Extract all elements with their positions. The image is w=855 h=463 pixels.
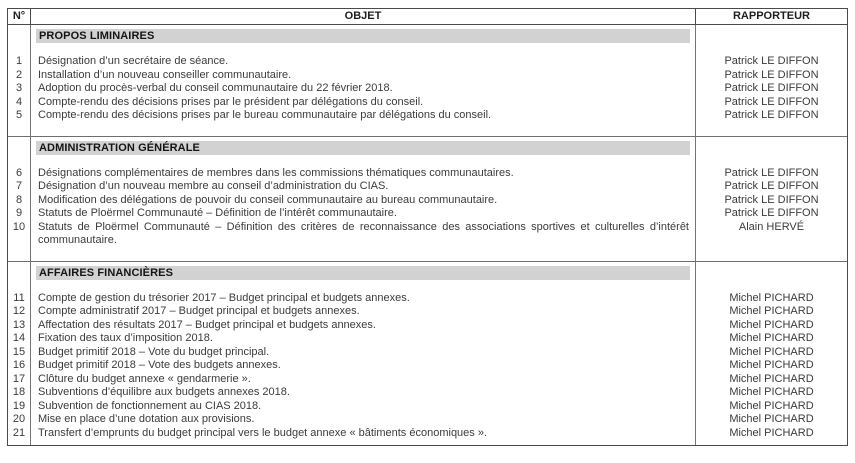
row-number: 19 — [8, 400, 31, 414]
row-objet: Désignation d’un nouveau membre au conseil d’administration du CIAS. — [38, 180, 389, 192]
section-band-gutter-right — [695, 136, 847, 167]
section-band-cell — [31, 261, 695, 292]
section-spacer — [31, 123, 695, 136]
row-number: 9 — [8, 207, 31, 221]
row-objet: Clôture du budget annexe « gendarmerie ». — [38, 372, 251, 385]
row-number: 10 — [8, 221, 31, 248]
section-title: PROPOS LIMINAIRES — [36, 29, 690, 43]
section-spacer — [695, 123, 847, 136]
section-band-gutter-right — [695, 261, 847, 292]
row-rapporteur: Michel PICHARD — [695, 400, 847, 414]
section-spacer — [695, 248, 847, 261]
row-number: 18 — [8, 386, 31, 400]
row-objet: Compte-rendu des décisions prises par le bureau communautaire par délégations du conseil. — [38, 109, 492, 121]
column-header-objet: OBJET — [31, 9, 695, 25]
section-spacer — [31, 248, 695, 261]
row-rapporteur: Michel PICHARD — [695, 373, 847, 387]
row-number: 6 — [8, 167, 31, 181]
row-number: 7 — [8, 180, 31, 194]
row-objet: Adoption du procès-verbal du conseil communautaire du 22 février 2018. — [38, 82, 393, 94]
row-objet: Budget primitif 2018 – Vote du budget principal. — [38, 345, 270, 358]
row-number: 11 — [8, 292, 31, 306]
section-band-gutter-left — [8, 25, 31, 55]
row-objet: Subvention de fonctionnement au CIAS 2018. — [38, 399, 262, 412]
row-number: 21 — [8, 427, 31, 441]
row-number: 3 — [8, 82, 31, 96]
section-spacer — [8, 440, 31, 445]
row-objet: Budget primitif 2018 – Vote des budgets annexes. — [38, 359, 281, 371]
row-objet: Statuts de Ploërmel Communauté – Définition de l’intérêt communautaire. — [38, 207, 397, 219]
column-header-number: N° — [8, 9, 31, 25]
row-rapporteur: Michel PICHARD — [695, 332, 847, 346]
row-rapporteur: Patrick LE DIFFON — [695, 207, 847, 221]
row-number: 5 — [8, 109, 31, 123]
row-rapporteur: Alain HERVÉ — [695, 221, 847, 248]
row-number: 4 — [8, 96, 31, 110]
row-rapporteur: Michel PICHARD — [695, 292, 847, 306]
row-rapporteur: Patrick LE DIFFON — [695, 96, 847, 110]
row-objet: Fixation des taux d’imposition 2018. — [38, 332, 213, 344]
section-spacer — [31, 440, 695, 445]
section-band-gutter-right — [695, 25, 847, 55]
row-number: 13 — [8, 319, 31, 333]
row-objet: Modification des délégations de pouvoir du conseil communautaire au bureau communautaire. — [38, 193, 498, 206]
row-rapporteur: Michel PICHARD — [695, 386, 847, 400]
agenda-table — [7, 8, 848, 446]
section-spacer — [695, 440, 847, 445]
row-number: 20 — [8, 413, 31, 427]
section-spacer — [8, 248, 31, 261]
row-rapporteur: Patrick LE DIFFON — [695, 55, 847, 69]
row-objet: Compte de gestion du trésorier 2017 – Budget principal et budgets annexes. — [38, 291, 410, 304]
row-objet: Mise en place d’une dotation aux provisions. — [38, 413, 255, 425]
row-rapporteur: Michel PICHARD — [695, 427, 847, 441]
section-spacer — [8, 123, 31, 136]
row-rapporteur: Patrick LE DIFFON — [695, 109, 847, 123]
row-number: 15 — [8, 346, 31, 360]
row-rapporteur: Michel PICHARD — [695, 413, 847, 427]
row-number: 12 — [8, 305, 31, 319]
row-objet: Transfert d’emprunts du budget principal vers le budget annexe « bâtiments économiques ». — [38, 426, 488, 439]
section-title: AFFAIRES FINANCIÈRES — [36, 266, 690, 280]
row-number: 8 — [8, 194, 31, 208]
row-number: 1 — [8, 55, 31, 69]
row-rapporteur: Michel PICHARD — [695, 319, 847, 333]
column-header-rapporteur: RAPPORTEUR — [695, 9, 847, 25]
row-objet: Compte administratif 2017 – Budget principal et budgets annexes. — [38, 305, 360, 317]
row-objet: Désignations complémentaires de membres dans les commissions thématiques communautaires. — [38, 166, 514, 179]
row-number: 16 — [8, 359, 31, 373]
row-objet: Installation d’un nouveau conseiller communautaire. — [38, 68, 292, 81]
row-rapporteur: Michel PICHARD — [695, 346, 847, 360]
section-band-cell — [31, 25, 695, 55]
row-rapporteur: Michel PICHARD — [695, 359, 847, 373]
row-number: 2 — [8, 69, 31, 83]
section-band-cell — [31, 136, 695, 167]
row-number: 14 — [8, 332, 31, 346]
section-title: ADMINISTRATION GÉNÉRALE — [36, 141, 690, 155]
section-band-gutter-left — [8, 261, 31, 292]
row-rapporteur: Patrick LE DIFFON — [695, 180, 847, 194]
row-objet: Désignation d’un secrétaire de séance. — [38, 55, 229, 67]
row-rapporteur: Patrick LE DIFFON — [695, 82, 847, 96]
row-rapporteur: Patrick LE DIFFON — [695, 194, 847, 208]
section-band-gutter-left — [8, 136, 31, 167]
row-number: 17 — [8, 373, 31, 387]
row-objet: Subventions d’équilibre aux budgets annexes 2018. — [38, 386, 290, 398]
row-objet: Affectation des résultats 2017 – Budget principal et budgets annexes. — [38, 318, 376, 331]
row-objet: Compte-rendu des décisions prises par le président par délégations du conseil. — [38, 95, 424, 108]
row-rapporteur: Patrick LE DIFFON — [695, 167, 847, 181]
row-objet: Statuts de Ploërmel Communauté – Définition des critères de reconnaissance des associations sportives et culturelles d’intérêt communautaire. — [38, 220, 689, 246]
row-rapporteur: Michel PICHARD — [695, 305, 847, 319]
row-rapporteur: Patrick LE DIFFON — [695, 69, 847, 83]
